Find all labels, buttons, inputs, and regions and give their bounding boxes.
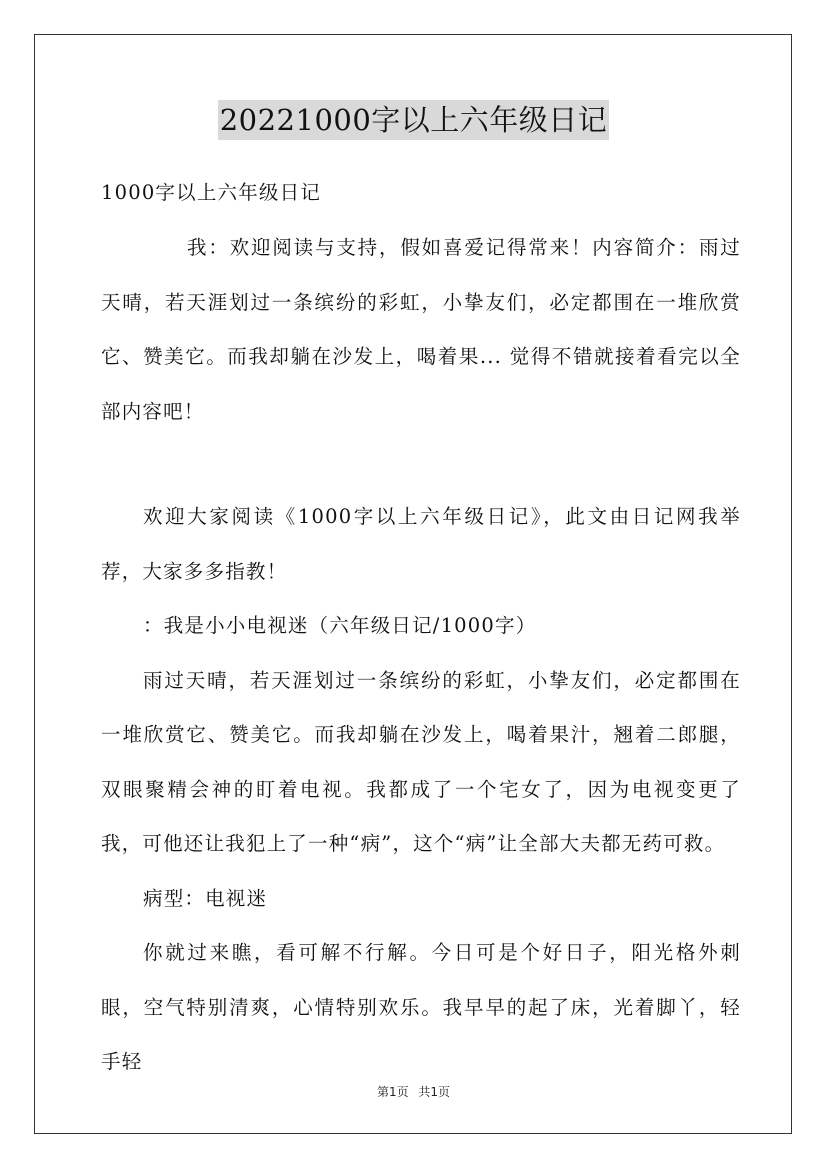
paragraph: 欢迎大家阅读《1000字以上六年级日记》，此文由日记网我举荐，大家多多指教！ xyxy=(101,505,741,583)
page-footer xyxy=(0,1083,827,1100)
paragraph: 你就过来瞧，看可解不行解。今日可是个好日子，阳光格外刺眼，空气特别清爽，心情特别欢乐。我早早的起了床，光着脚丫，轻手轻 xyxy=(101,941,741,1073)
paragraph: 雨过天晴，若天涯划过一条缤纷的彩虹，小挚友们，必定都围在一堆欣赏它、赞美它。而我却躺在沙发上，喝着果汁，翘着二郎腿，双眼聚精会神的盯着电视。我都成了一个宅女了，因为电视变更了我，可他还让我犯上了一种“病”，这个“病”让全部大夫都无药可救。 xyxy=(101,668,741,855)
page-total: 共1页 xyxy=(418,1085,451,1099)
document-subtitle xyxy=(101,166,741,221)
paragraph: ：我是小小电视迷（六年级日记/1000字） xyxy=(143,614,537,637)
title-container xyxy=(0,100,827,140)
document-title: 20221000字以上六年级日记 xyxy=(218,100,610,140)
main-content xyxy=(101,490,741,1090)
intro-section xyxy=(101,221,741,439)
page-number: 第1页 xyxy=(376,1085,409,1099)
subtitle-text: 1000字以上六年级日记 xyxy=(101,181,322,204)
intro-paragraph: 我：欢迎阅读与支持，假如喜爱记得常来！内容简介：雨过天晴，若天涯划过一条缤纷的彩虹，小挚友们，必定都围在一堆欣赏它、赞美它。而我却躺在沙发上，喝着果... 觉得不错就接着看完以全部内容吧！ xyxy=(101,236,741,423)
paragraph: 病型：电视迷 xyxy=(143,886,268,910)
